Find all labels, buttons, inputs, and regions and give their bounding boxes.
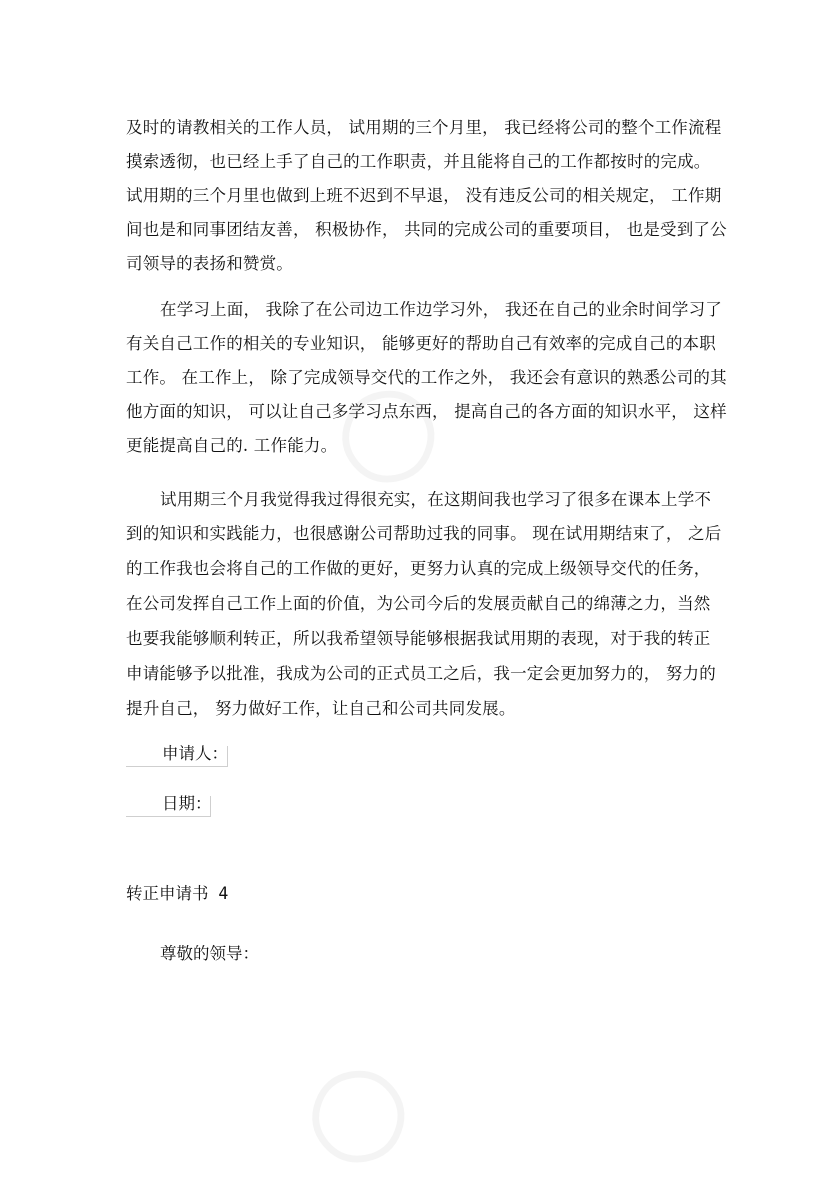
- date-label: 日期：: [162, 794, 212, 813]
- paragraph-line: 试用期的三个月里也做到上班不迟到不早退， 没有违反公司的相关规定， 工作期: [126, 186, 722, 205]
- greeting: 尊敬的领导：: [160, 944, 259, 963]
- paragraph-line: 也要我能够顺利转正，所以我希望领导能够根据我试用期的表现，对于我的转正: [126, 629, 711, 648]
- section-heading: 转正申请书 4: [126, 884, 229, 903]
- applicant-field: [126, 746, 228, 767]
- paragraph-line: 申请能够予以批准，我成为公司的正式员工之后，我一定会更加努力的， 努力的: [126, 664, 716, 683]
- paragraph-line: 到的知识和实践能力，也很感谢公司帮助过我的同事。 现在试用期结束了， 之后: [126, 524, 722, 543]
- paragraph-line: 有关自己工作的相关的专业知识， 能够更好的帮助自己有效率的完成自己的本职: [126, 334, 716, 353]
- paragraph-line: 在学习上面， 我除了在公司边工作边学习外， 我还在自己的业余时间学习了: [160, 300, 722, 319]
- paragraph-line: 间也是和同事团结友善， 积极协作， 共同的完成公司的重要项目， 也是受到了公: [126, 220, 727, 239]
- applicant-label: 申请人：: [162, 744, 228, 763]
- paragraph-line: 及时的请教相关的工作人员， 试用期的三个月里， 我已经将公司的整个工作流程: [126, 118, 722, 137]
- paragraph-line: 司领导的表扬和赞赏。: [126, 254, 293, 273]
- paragraph-line: 工作。 在工作上， 除了完成领导交代的工作之外， 我还会有意识的熟悉公司的其: [126, 368, 727, 387]
- paragraph-line: 在公司发挥自己工作上面的价值，为公司今后的发展贡献自己的绵薄之力，当然: [126, 594, 711, 613]
- paragraph-line: 的工作我也会将自己的工作做的更好，更努力认真的完成上级领导交代的任务，: [126, 559, 711, 578]
- watermark-mark: [268, 1023, 438, 1196]
- paragraph-line: 试用期三个月我觉得我过得很充实，在这期间我也学习了很多在课本上学不: [160, 490, 712, 509]
- date-field: [126, 796, 211, 817]
- paragraph-line: 提升自己， 努力做好工作，让自己和公司共同发展。: [126, 699, 516, 718]
- paragraph-line: 更能提高自己的. 工作能力。: [126, 436, 338, 455]
- paragraph-line: 他方面的知识， 可以让自己多学习点东西， 提高自己的各方面的知识水平， 这样: [126, 402, 727, 421]
- paragraph-line: 摸索透彻，也已经上手了自己的工作职责，并且能将自己的工作都按时的完成。: [126, 152, 711, 171]
